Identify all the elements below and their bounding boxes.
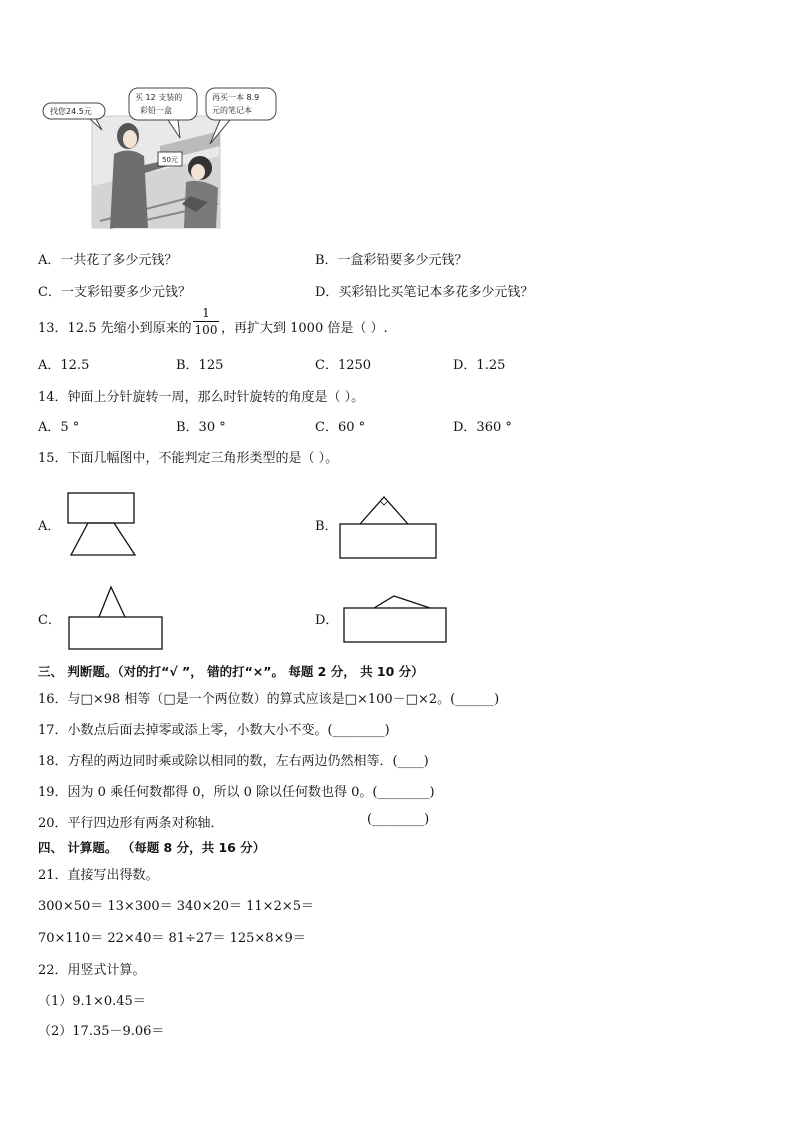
q14-stem: 14．钟面上分针旋转一周，那么时针旋转的角度是（ ）。 <box>38 390 365 405</box>
fraction-denominator: 100 <box>194 323 218 337</box>
q15-figure-d <box>342 592 452 652</box>
q17: 17．小数点后面去掉零或添上零，小数大小不变。(________) <box>38 723 390 738</box>
section-4-heading: 四、 计算题。 （每题 8 分，共 16 分） <box>38 840 266 855</box>
bubble-pencils-text-2: 彩铅一盒 <box>140 106 172 115</box>
q22-part-2: （2）17.35－9.06＝ <box>38 1024 165 1039</box>
q22-part-1: （1）9.1×0.45＝ <box>38 994 146 1009</box>
q14-option-a: A．5 ° <box>38 420 80 435</box>
figure-b-triangle <box>360 497 408 524</box>
illustration-drawing <box>40 86 280 231</box>
q14-option-d: D．360 ° <box>453 420 512 435</box>
figure-b-rectangle <box>340 524 436 558</box>
q15-stem: 15．下面几幅图中，不能判定三角形类型的是（ ）。 <box>38 451 339 466</box>
q14-option-c: C．60 ° <box>315 420 366 435</box>
q15-label-a: A． <box>38 519 61 534</box>
q13-option-d: D．1.25 <box>453 358 506 373</box>
q13-fraction <box>193 306 219 337</box>
q21-row-2: 70×110＝ 22×40＝ 81÷27＝ 125×8×9＝ <box>38 931 306 946</box>
q20: 20．平行四边形有两条对称轴． <box>38 816 224 831</box>
figure-a-rectangle <box>68 493 134 523</box>
figure-d-triangle <box>374 596 430 608</box>
figure-c-rectangle <box>69 617 162 649</box>
q12-option-c: C．一支彩铅要多少元钱？ <box>38 285 191 300</box>
q14-option-b: B．30 ° <box>176 420 226 435</box>
q15-figure-c <box>66 584 166 654</box>
q12-option-d: D．买彩铅比买笔记本多花多少元钱？ <box>315 285 534 300</box>
q16: 16．与□×98 相等（□是一个两位数）的算式应该是□×100－□×2。(______) <box>38 692 500 707</box>
bubble-notebook-text-1: 再买一本 8.9 <box>212 93 260 102</box>
q13-stem-end: ，再扩大到 1000 倍是（ ）. <box>221 321 388 336</box>
fraction-numerator: 1 <box>202 306 210 320</box>
bubble-notebook-text-2: 元的笔记本 <box>212 106 252 115</box>
figure-c-triangle <box>99 587 125 617</box>
q21: 21．直接写出得数。 <box>38 868 159 883</box>
q15-label-c: C． <box>38 613 61 628</box>
q12-option-b: B．一盒彩铅要多少元钱？ <box>315 253 468 268</box>
figure-a-triangle-base <box>71 523 135 555</box>
q19: 19．因为 0 乘任何数都得 0，所以 0 除以任何数也得 0。(________) <box>38 785 435 800</box>
q13-stem-start: 13．12.5 先缩小到原来的 <box>38 321 192 336</box>
price-sign-text: 50元 <box>162 156 178 164</box>
figure-d-rectangle <box>344 608 446 642</box>
fraction-bar <box>193 321 219 322</box>
q15-label-d: D． <box>315 613 339 628</box>
q20-answer-blank: (________) <box>367 812 430 827</box>
q12-option-a: A．一共花了多少元钱？ <box>38 253 178 268</box>
shopping-illustration <box>40 86 280 231</box>
q13-option-c: C．1250 <box>315 358 372 373</box>
q21-row-1: 300×50＝ 13×300＝ 340×20＝ 11×2×5＝ <box>38 899 315 914</box>
q13-option-a: A．12.5 <box>38 358 90 373</box>
figure-b-right-angle-mark <box>380 501 388 505</box>
q22: 22．用竖式计算。 <box>38 963 146 978</box>
section-3-heading: 三、 判断题。（对的打“√ ”， 错的打“×”。 每题 2 分， 共 10 分） <box>38 664 424 679</box>
bubble-pencils-text-1: 买 12 支装的 <box>135 93 183 102</box>
q15-label-b: B． <box>315 519 338 534</box>
q15-figure-b <box>338 493 448 563</box>
q13-option-b: B．125 <box>176 358 224 373</box>
q15-figure-a <box>65 490 165 560</box>
bubble-change-text: 找您24.5元 <box>50 107 92 116</box>
q18: 18．方程的两边同时乘或除以相同的数，左右两边仍然相等．(____) <box>38 754 429 769</box>
